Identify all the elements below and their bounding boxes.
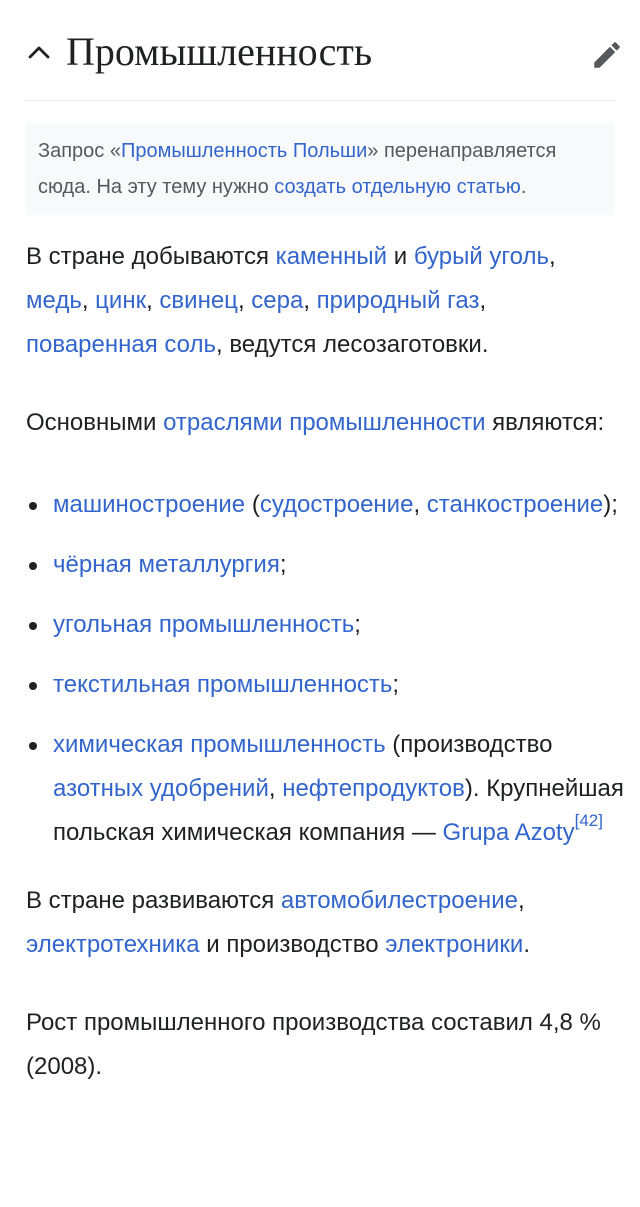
text: .	[523, 931, 530, 958]
hatnote-text: .	[520, 176, 527, 198]
pencil-icon[interactable]	[590, 38, 624, 72]
link-natural-gas[interactable]: природный газ	[316, 287, 480, 314]
text: ,	[237, 287, 252, 314]
text: , ведутся лесозаготовки.	[215, 331, 489, 358]
link-shipbuilding[interactable]: судостроение	[259, 491, 414, 518]
link-brown-coal[interactable]: бурый уголь	[413, 243, 549, 270]
link-hard-coal[interactable]: каменный	[275, 243, 388, 270]
link-machine-building[interactable]: машиностроение	[53, 491, 246, 518]
text: ;	[354, 611, 361, 638]
link-zinc[interactable]: цинк	[95, 287, 147, 314]
redirect-hatnote	[26, 123, 614, 215]
text: В стране добываются	[26, 243, 276, 270]
text: ). Крупнейшая польская химическая компания —	[53, 775, 624, 846]
text: Основными	[26, 409, 164, 436]
create-article-link[interactable]: создать отдельную статью	[274, 176, 521, 198]
link-nitrogen-fertilizers[interactable]: азотных удобрений	[53, 775, 269, 802]
list-item	[26, 663, 624, 707]
list-item	[26, 723, 624, 855]
text: ,	[517, 887, 525, 914]
link-automotive[interactable]: автомобилестроение	[280, 887, 518, 914]
section-title: Промышленность	[66, 29, 373, 74]
section-header[interactable]	[26, 0, 614, 101]
text: (производство	[385, 731, 553, 758]
text: );	[603, 491, 618, 518]
list-item	[26, 483, 624, 527]
text: ,	[413, 491, 427, 518]
text: ,	[268, 775, 283, 802]
paragraph-developing	[26, 879, 624, 967]
text: ,	[81, 287, 96, 314]
link-industry-branches[interactable]: отраслями промышленности	[163, 409, 486, 436]
link-chemical-industry[interactable]: химическая промышленность	[53, 731, 386, 758]
link-copper[interactable]: медь	[26, 287, 82, 314]
industries-list	[26, 483, 624, 855]
paragraph-growth: Рост промышленного производства составил 4,8 % (2008).	[26, 1009, 601, 1080]
text: ,	[549, 243, 556, 270]
text: ,	[303, 287, 317, 314]
link-electronics[interactable]: электроники	[385, 931, 524, 958]
paragraph-branches	[26, 401, 624, 445]
reference-link[interactable]: [42]	[574, 811, 603, 830]
text: ;	[279, 551, 287, 578]
text: и производство	[199, 931, 386, 958]
link-machine-tool-building[interactable]: станкостроение	[426, 491, 604, 518]
link-electrical-engineering[interactable]: электротехника	[26, 931, 200, 958]
link-table-salt[interactable]: поваренная соль	[26, 331, 216, 358]
text: ,	[479, 287, 487, 314]
hatnote-text: Запрос «	[38, 140, 121, 162]
text: являются:	[485, 409, 605, 436]
list-item	[26, 603, 624, 647]
text: (	[245, 491, 260, 518]
text: В стране развиваются	[26, 887, 281, 914]
text: и	[387, 243, 414, 270]
redirect-link[interactable]: Промышленность Польши	[120, 140, 368, 162]
link-grupa-azoty[interactable]: Grupa Azoty	[442, 819, 575, 846]
hatnote-text: » перенаправляется сюда. На эту тему нужно	[38, 140, 557, 198]
link-sulfur[interactable]: сера	[251, 287, 304, 314]
paragraph-mining	[26, 235, 624, 367]
list-item	[26, 543, 624, 587]
link-ferrous-metallurgy[interactable]: чёрная металлургия	[53, 551, 280, 578]
text: ,	[146, 287, 160, 314]
text: ;	[392, 671, 400, 698]
link-coal-industry[interactable]: угольная промышленность	[53, 611, 355, 638]
link-petroleum-products[interactable]: нефтепродуктов	[282, 775, 465, 802]
link-textile-industry[interactable]: текстильная промышленность	[53, 671, 393, 698]
chevron-up-icon[interactable]	[26, 39, 52, 65]
link-lead[interactable]: свинец	[159, 287, 238, 314]
